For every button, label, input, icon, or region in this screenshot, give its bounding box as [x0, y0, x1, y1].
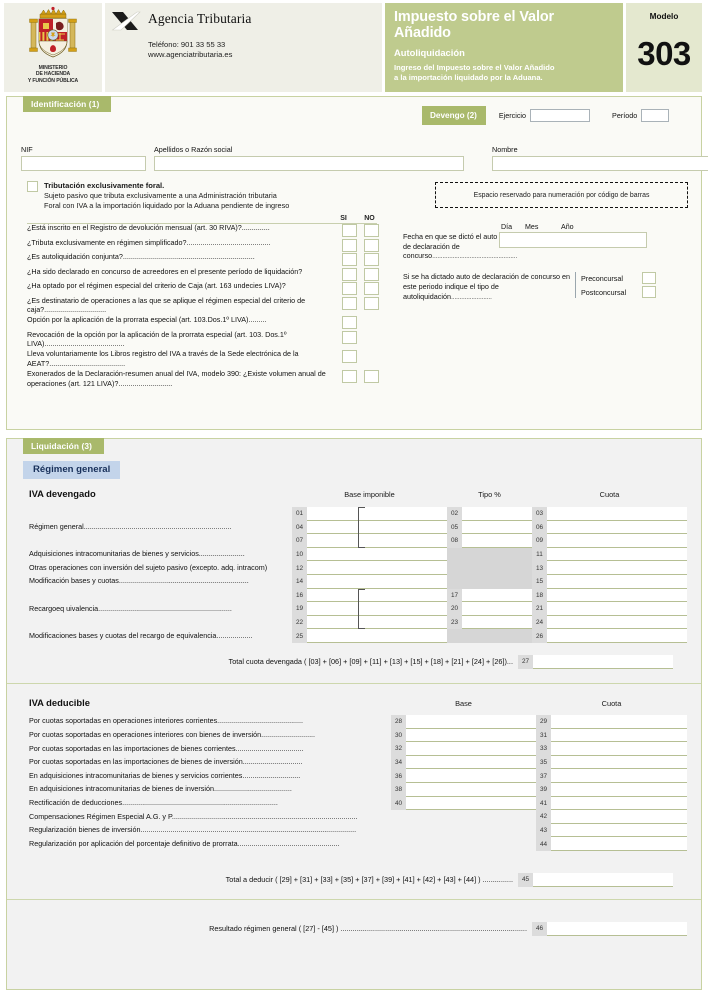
resultado-regimen-general-number: 46: [532, 922, 547, 936]
shaded-cell: [447, 575, 532, 589]
tipo-autoliquidacion-dots: ........................: [450, 291, 492, 301]
input-box-20[interactable]: [462, 602, 532, 616]
input-box-08[interactable]: [462, 534, 532, 548]
input-box-30[interactable]: [406, 729, 536, 743]
apellidos-input[interactable]: [154, 156, 464, 171]
question-answer-boxes: [342, 349, 379, 363]
ministry-line-3: Y FUNCIÓN PÚBLICA: [27, 77, 79, 84]
question-text: Revocación de la opción por la aplicación de la prorrata especial (art. 103. Dos.1º LIVA)........................................: [27, 329, 287, 349]
shaded-cell: [447, 561, 532, 575]
spain-coat-of-arms-icon: [22, 6, 84, 64]
input-box-09[interactable]: [547, 534, 687, 548]
question-si-checkbox[interactable]: [342, 268, 357, 281]
liquidacion-tab: Liquidación (3): [23, 438, 104, 454]
barcode-reserved-area: Espacio reservado para numeración por código de barras: [435, 182, 688, 208]
periodo-input[interactable]: [641, 109, 669, 122]
preconcursal-label: Preconcursal: [581, 273, 623, 283]
iva-deducible-block: [7, 684, 701, 887]
question-row: [27, 330, 379, 349]
nombre-input[interactable]: [492, 156, 708, 171]
box-number-44: 44: [536, 837, 551, 851]
row-label: Recargoeq uivalencia...................................................................: [29, 604, 232, 613]
row-label: Rectificación de deducciones..............................................................................: [29, 798, 278, 807]
box-number-14: 14: [292, 575, 307, 589]
total-cuota-devengada-input[interactable]: [533, 655, 673, 669]
input-box-16[interactable]: [307, 589, 447, 603]
total-a-deducir-label: Total a deducir ( [29] + [31] + [33] + [35] + [37] + [39] + [41] + [42] + [43] + [44] ) ...............: [225, 875, 513, 885]
box-number-04: 04: [292, 521, 307, 535]
sino-header: [27, 215, 379, 222]
form-title: Impuesto sobre el Valor Añadido: [394, 9, 555, 41]
box-number-28: 28: [391, 715, 406, 729]
resultado-regimen-general-row: [7, 922, 701, 936]
input-box-21[interactable]: [547, 602, 687, 616]
question-row: [27, 223, 379, 237]
col-header-base-imponible: Base imponible: [344, 490, 395, 499]
nif-label: NIF: [21, 145, 33, 154]
agencia-tributaria-block: [105, 3, 382, 92]
total-cuota-devengada-row: [21, 655, 687, 669]
iva-devengado-row: [21, 602, 687, 616]
box-number-42: 42: [536, 810, 551, 824]
question-text: ¿Es autoliquidación conjunta?..................................................................: [27, 252, 255, 261]
box-number-34: 34: [391, 756, 406, 770]
iva-devengado-row: [21, 616, 687, 630]
box-number-11: 11: [532, 548, 547, 562]
apellidos-label: Apellidos o Razón social: [154, 145, 233, 154]
row-label: Por cuotas soportadas en operaciones interiores corrientes...........................................: [29, 717, 304, 726]
iva-devengado-row: [21, 629, 687, 643]
question-row: [27, 349, 379, 368]
iva-devengado-title: IVA devengado: [29, 488, 96, 499]
input-box-40[interactable]: [406, 797, 536, 811]
box-number-39: 39: [536, 783, 551, 797]
row-label: Por cuotas soportadas en operaciones interiores con bienes de inversión...........................: [29, 731, 316, 739]
form-description-line-1: Ingreso del Impuesto sobre el Valor Añadido: [394, 62, 555, 72]
question-answer-boxes: [342, 281, 379, 295]
input-box-04[interactable]: [307, 521, 447, 535]
box-number-24: 24: [532, 616, 547, 630]
agencia-name: Agencia Tributaria: [148, 11, 252, 26]
box-number-16: 16: [292, 589, 307, 603]
question-answer-boxes: [342, 223, 379, 237]
devengo-tab: Devengo (2): [422, 106, 486, 125]
input-box-34[interactable]: [406, 756, 536, 770]
modelo-label: Modelo: [649, 12, 679, 21]
box-number-19: 19: [292, 602, 307, 616]
shaded-cell: [447, 548, 532, 562]
input-box-26[interactable]: [547, 629, 687, 643]
box-number-23: 23: [447, 616, 462, 630]
question-si-checkbox[interactable]: [342, 253, 357, 266]
box-number-43: 43: [536, 824, 551, 838]
agency-website[interactable]: www.agenciatributaria.es: [148, 50, 233, 60]
si-header: SI: [340, 215, 347, 222]
input-box-38[interactable]: [406, 783, 536, 797]
form-subtitle: Autoliquidación: [394, 46, 465, 58]
question-answer-boxes: [342, 296, 379, 310]
input-box-39[interactable]: [551, 783, 687, 797]
liquidacion-section: [6, 438, 702, 990]
question-si-checkbox[interactable]: [342, 370, 357, 383]
postconcursal-checkbox[interactable]: [642, 286, 656, 298]
nif-input[interactable]: [21, 156, 146, 171]
box-number-38: 38: [391, 783, 406, 797]
ministry-line-2: DE HACIENDA: [35, 71, 71, 78]
box-number-20: 20: [447, 602, 462, 616]
total-a-deducir-row: [21, 873, 687, 887]
concurso-block: [403, 223, 695, 301]
input-box-43[interactable]: [551, 824, 687, 838]
box-number-18: 18: [532, 589, 547, 603]
box-number-22: 22: [292, 616, 307, 630]
tipo-autoliquidacion-label-2: periodo indique el tipo de autoliquidación: [403, 281, 499, 301]
input-box-25[interactable]: [307, 629, 447, 643]
ejercicio-input[interactable]: [530, 109, 590, 122]
foral-title: Tributación exclusivamente foral.: [44, 181, 165, 190]
iva-deducible-row: [21, 783, 687, 797]
question-text: ¿Tributa exclusivamente en régimen simplificado?..........................................: [27, 237, 271, 247]
question-text: Opción por la aplicación de la prorrata especial (art. 103.Dos.1º LIVA).........: [27, 315, 267, 325]
input-box-33[interactable]: [551, 742, 687, 756]
iva-devengado-row: [21, 521, 687, 535]
question-answer-boxes: [342, 252, 379, 266]
row-label: Regularización bienes de inversión............................................................................................................: [29, 826, 357, 835]
iva-devengado-row: [21, 548, 687, 562]
box-number-31: 31: [536, 729, 551, 743]
box-number-26: 26: [532, 629, 547, 643]
iva-devengado-block: [7, 488, 701, 669]
box-number-13: 13: [532, 561, 547, 575]
form-description-line-2: a la importación liquidado por la Aduana.: [394, 72, 543, 82]
iva-deducible-row: [21, 837, 687, 851]
resultado-regimen-general-input[interactable]: [547, 922, 687, 936]
box-number-02: 02: [447, 507, 462, 521]
question-text: ¿Está inscrito en el Registro de devolución mensual (art. 30 RIVA)?..............: [27, 223, 270, 232]
question-no-checkbox[interactable]: [364, 297, 379, 310]
total-a-deducir-input[interactable]: [533, 873, 673, 887]
box-number-41: 41: [536, 797, 551, 811]
foral-line-2: Foral con IVA a la importación liquidado por la Aduana pendiente de ingreso: [44, 200, 290, 210]
question-no-checkbox[interactable]: [364, 268, 379, 281]
box-number-07: 07: [292, 534, 307, 548]
row-label: Por cuotas soportadas en las importaciones de bienes de inversión..............................: [29, 758, 303, 767]
shaded-cell: [447, 629, 532, 643]
input-box-10[interactable]: [307, 548, 447, 562]
row-label: Modificaciones bases y cuotas del recargo de equivalencia..................: [29, 631, 253, 640]
row-label: Régimen general..........................................................................: [29, 523, 232, 532]
question-si-checkbox[interactable]: [342, 331, 357, 344]
identificacion-section: [6, 96, 702, 430]
foral-line-1: Sujeto pasivo que tributa exclusivamente a una Administración tributaria: [44, 191, 277, 201]
row-label: Otras operaciones con inversión del sujeto pasivo (excepto. adq. intracom): [29, 563, 268, 572]
question-answer-boxes: [342, 267, 379, 281]
question-si-checkbox[interactable]: [342, 282, 357, 295]
input-box-23[interactable]: [462, 616, 532, 630]
identity-fields: [7, 145, 701, 171]
input-box-12[interactable]: [307, 561, 447, 575]
iva-deducible-row: [21, 824, 687, 838]
input-box-13[interactable]: [547, 561, 687, 575]
iva-deducible-row: [21, 729, 687, 743]
agency-phone: Teléfono: 901 33 55 33: [148, 40, 226, 49]
question-si-checkbox[interactable]: [342, 239, 357, 252]
box-number-06: 06: [532, 521, 547, 535]
question-no-checkbox[interactable]: [364, 370, 379, 383]
input-box-22[interactable]: [307, 616, 447, 630]
page-header: [0, 0, 708, 92]
box-number-35: 35: [536, 756, 551, 770]
box-number-40: 40: [391, 797, 406, 811]
input-box-24[interactable]: [547, 616, 687, 630]
box-number-15: 15: [532, 575, 547, 589]
col-header-cuota: Cuota: [599, 490, 620, 499]
question-row: [27, 252, 379, 266]
input-box-35[interactable]: [551, 756, 687, 770]
mes-label: Mes: [525, 223, 539, 231]
dia-label: Día: [501, 223, 513, 231]
question-row: [27, 296, 379, 315]
question-row: [27, 369, 379, 388]
input-box-11[interactable]: [547, 548, 687, 562]
box-number-37: 37: [536, 769, 551, 783]
box-number-30: 30: [391, 729, 406, 743]
row-label: En adquisiciones intracomunitarias de bienes y servicios corrientes.............................: [29, 771, 301, 780]
modelo-block: [626, 3, 702, 92]
question-no-checkbox[interactable]: [364, 239, 379, 252]
tributacion-foral-checkbox[interactable]: [27, 181, 38, 192]
question-row: [27, 315, 379, 329]
question-text: Lleva voluntariamente los Libros registro del IVA a través de la Sede electrónica de la AEAT?......................................: [27, 349, 299, 368]
question-answer-boxes: [342, 238, 379, 252]
iva-deducible-row: [21, 769, 687, 783]
question-no-checkbox: [364, 350, 379, 363]
col-header-tipo: Tipo %: [478, 490, 501, 499]
iva-deducible-row: [21, 756, 687, 770]
box-number-25: 25: [292, 629, 307, 643]
row-label: Modificación bases y cuotas.................................................................: [29, 577, 249, 586]
input-box-32[interactable]: [406, 742, 536, 756]
box-number-12: 12: [292, 561, 307, 575]
iva-devengado-row: [21, 575, 687, 589]
box-number-29: 29: [536, 715, 551, 729]
iva-deducible-row: [21, 715, 687, 729]
total-cuota-devengada-label: Total cuota devengada ( [03] + [06] + [09] + [11] + [13] + [15] + [18] + [21] + [24] + [26])...: [228, 657, 513, 667]
box-number-33: 33: [536, 742, 551, 756]
ministry-label: [28, 65, 78, 84]
box-number-10: 10: [292, 548, 307, 562]
form-title-block: [385, 3, 623, 92]
box-number-21: 21: [532, 602, 547, 616]
question-si-checkbox[interactable]: [342, 350, 357, 363]
row-label: Por cuotas soportadas en las importaciones de bienes corrientes..................................: [29, 744, 304, 753]
input-box-19[interactable]: [307, 602, 447, 616]
iva-devengado-row: [21, 589, 687, 603]
col-header-cuota-deducible: Cuota: [601, 698, 622, 708]
fecha-concurso-label-1: Fecha en que se dictó el auto de declaración: [403, 232, 498, 251]
questions-area: [27, 215, 379, 389]
box-number-08: 08: [447, 534, 462, 548]
input-box-14[interactable]: [307, 575, 447, 589]
question-row: [27, 267, 379, 281]
tipo-autoliquidacion-label-1: Si se ha dictado auto de declaración de concurso en este: [403, 272, 571, 291]
question-text: ¿Ha optado por el régimen especial del criterio de Caja (art. 163 undecies LIVA)?: [27, 281, 286, 290]
box-number-03: 03: [532, 507, 547, 521]
iva-deducible-title: IVA deducible: [29, 696, 90, 708]
fecha-concurso-label-2: de concurso: [403, 241, 460, 261]
row-label: Regularización por aplicación del porcentaje definitivo de prorrata...................................................: [29, 839, 340, 848]
periodo-label: Período: [612, 111, 638, 120]
question-answer-boxes: [342, 315, 379, 329]
input-box-01[interactable]: [307, 507, 447, 521]
question-answer-boxes: [342, 369, 379, 383]
input-box-37[interactable]: [551, 769, 687, 783]
input-box-17[interactable]: [462, 589, 532, 603]
box-number-01: 01: [292, 507, 307, 521]
modelo-number: 303: [637, 35, 691, 72]
iva-deducible-row: [21, 810, 687, 824]
question-no-checkbox: [364, 316, 379, 329]
input-box-44[interactable]: [551, 837, 687, 851]
iva-deducible-row: [21, 797, 687, 811]
fecha-concurso-dots: ..................................................: [432, 251, 518, 261]
identificacion-tab: Identificación (1): [23, 96, 111, 112]
total-a-deducir-number: 45: [518, 873, 533, 887]
question-si-checkbox[interactable]: [342, 297, 357, 310]
iva-devengado-row: [21, 507, 687, 521]
question-no-checkbox: [364, 331, 379, 344]
input-box-05[interactable]: [462, 521, 532, 535]
input-box-07[interactable]: [307, 534, 447, 548]
question-si-checkbox[interactable]: [342, 316, 357, 329]
question-text: Exonerados de la Declaración-resumen anual del IVA, modelo 390: ¿Existe volumen anual de operaciones (art. 121 LIVA)?...........................: [27, 368, 326, 388]
row-label: Adquisiciones intracomunitarias de bienes y servicios.......................: [29, 550, 245, 559]
no-header: NO: [364, 215, 375, 222]
box-number-09: 09: [532, 534, 547, 548]
agencia-tributaria-logo-icon: [111, 10, 141, 32]
anio-label: Año: [561, 223, 574, 231]
question-si-checkbox[interactable]: [342, 224, 357, 237]
question-row: [27, 238, 379, 252]
iva-devengado-row: [21, 534, 687, 548]
iva-deducible-row: [21, 742, 687, 756]
row-label: En adquisiciones intracomunitarias de bienes de inversión.......................................: [29, 785, 292, 794]
box-number-36: 36: [391, 769, 406, 783]
question-row: [27, 281, 379, 295]
ministry-logo-block: [4, 3, 102, 92]
question-text: ¿Es destinatario de operaciones a las que se aplique el régimen especial del criterio de caja?...............................: [27, 295, 306, 315]
col-header-base: Base: [455, 698, 472, 708]
question-answer-boxes: [342, 330, 379, 344]
question-no-checkbox[interactable]: [364, 282, 379, 295]
ejercicio-label: Ejercicio: [498, 111, 527, 120]
input-box-03[interactable]: [547, 507, 687, 521]
question-no-checkbox[interactable]: [364, 253, 379, 266]
question-no-checkbox[interactable]: [364, 224, 379, 237]
resultado-regimen-general-label: Resultado régimen general ( [27] - [45] ) ............................................................................................: [209, 924, 527, 934]
input-box-31[interactable]: [551, 729, 687, 743]
input-box-18[interactable]: [547, 589, 687, 603]
postconcursal-label: Postconcursal: [581, 287, 627, 297]
tributacion-foral-block: [27, 181, 337, 211]
nombre-label: Nombre: [492, 145, 518, 154]
ministry-line-1: MINISTERIO: [38, 65, 68, 71]
box-number-05: 05: [447, 521, 462, 535]
input-box-06[interactable]: [547, 521, 687, 535]
fecha-concurso-input[interactable]: [499, 232, 647, 248]
preconcursal-checkbox[interactable]: [642, 272, 656, 284]
devengo-bar: [422, 106, 669, 125]
total-cuota-devengada-number: 27: [518, 655, 533, 669]
input-box-42[interactable]: [551, 810, 687, 824]
row-label: Compensaciones Régimen Especial A.G. y P.............................................................................................: [29, 812, 358, 821]
section-divider-2: [7, 899, 701, 900]
question-text: ¿Ha sido declarado en concurso de acreedores en el presente período de liquidación?: [27, 266, 303, 276]
regimen-general-badge: Régimen general: [23, 461, 120, 479]
input-box-36[interactable]: [406, 769, 536, 783]
iva-devengado-row: [21, 561, 687, 575]
input-box-15[interactable]: [547, 575, 687, 589]
box-number-17: 17: [447, 589, 462, 603]
input-box-41[interactable]: [551, 797, 687, 811]
box-number-32: 32: [391, 742, 406, 756]
input-box-02[interactable]: [462, 507, 532, 521]
input-box-28[interactable]: [406, 715, 536, 729]
input-box-29[interactable]: [551, 715, 687, 729]
